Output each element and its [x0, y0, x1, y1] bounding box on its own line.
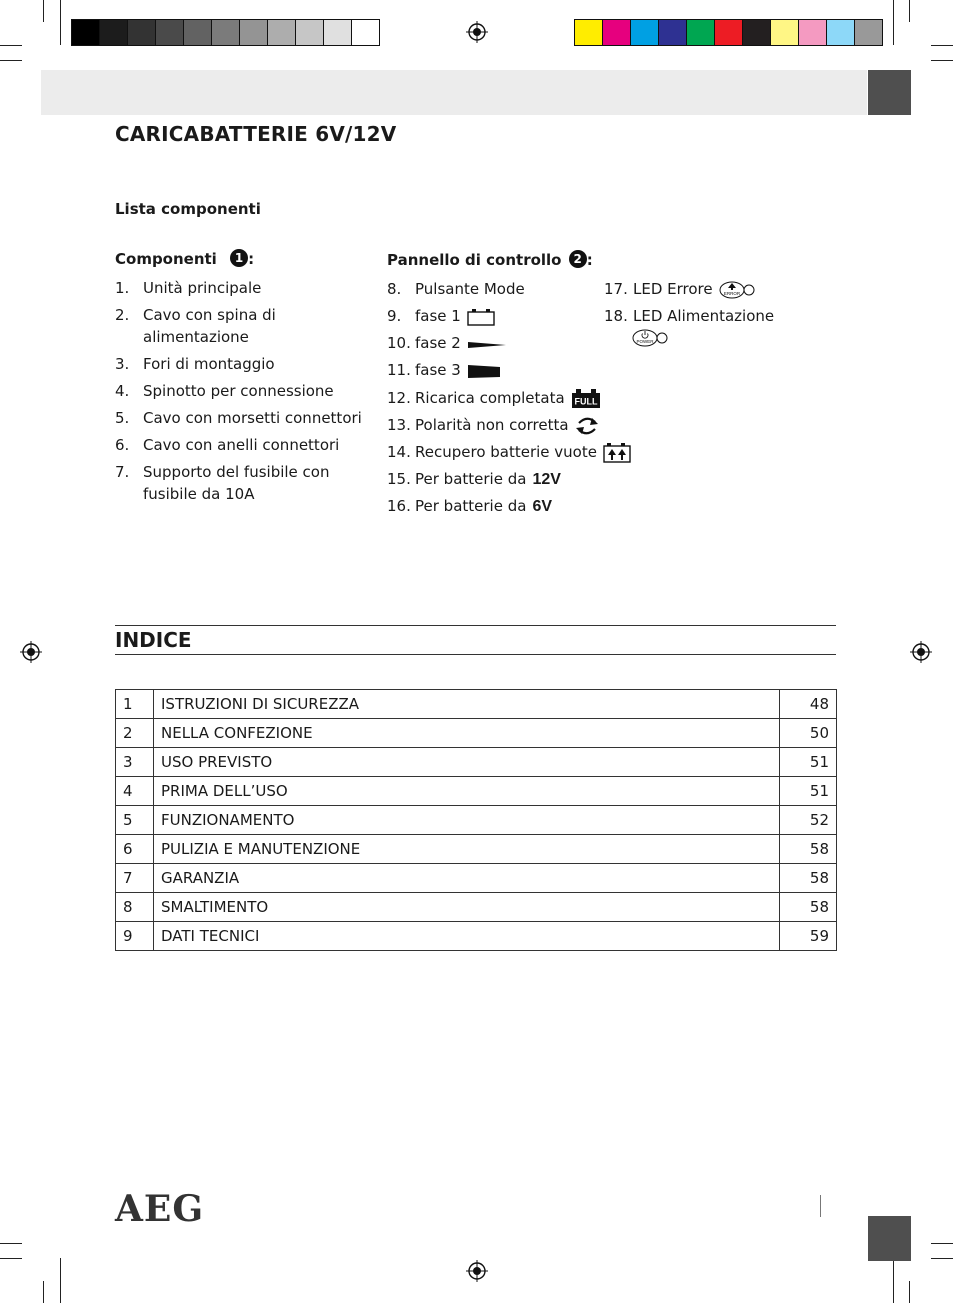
color-swatch [630, 19, 659, 46]
error-led-icon [719, 280, 755, 300]
panel-heading-text: Pannello di controllo [387, 251, 562, 269]
index-table [115, 689, 837, 951]
list-item [115, 407, 365, 429]
row-title: GARANZIA [154, 864, 780, 893]
registration-mark-icon [466, 1260, 488, 1282]
row-number: 7 [116, 864, 154, 893]
item-number: 5. [115, 409, 130, 427]
color-swatch [742, 19, 771, 46]
item-text: Pulsante Mode [415, 280, 525, 298]
item-text: Unità principale [143, 279, 262, 297]
color-swatch [854, 19, 883, 46]
table-row[interactable] [116, 690, 837, 719]
list-item [115, 304, 365, 348]
item-text: Cavo con morsetti connettori [143, 409, 362, 427]
item-text: Cavo con anelli connettori [143, 436, 340, 454]
page-title: CARICABATTERIE 6V/12V [115, 122, 397, 146]
item-text: Fori di montaggio [143, 355, 275, 373]
row-number: 5 [116, 806, 154, 835]
list-item [115, 380, 365, 402]
index-heading: INDICE [115, 628, 192, 652]
row-title: ISTRUZIONI DI SICUREZZA [154, 690, 780, 719]
item-text: Recupero batterie vuote [415, 443, 597, 461]
row-title: DATI TECNICI [154, 922, 780, 951]
item-number: 2. [115, 306, 130, 324]
row-title: USO PREVISTO [154, 748, 780, 777]
row-number: 8 [116, 893, 154, 922]
item-number: 7. [115, 463, 130, 481]
item-text: fase 2 [415, 334, 461, 352]
table-row[interactable] [116, 719, 837, 748]
list-item [604, 278, 804, 300]
color-swatch [714, 19, 743, 46]
table-row[interactable] [116, 806, 837, 835]
color-swatch [99, 19, 128, 46]
color-swatch [323, 19, 352, 46]
row-page: 52 [780, 806, 837, 835]
table-row[interactable] [116, 893, 837, 922]
battery-full-icon [571, 389, 601, 409]
color-swatch [658, 19, 687, 46]
list-item [387, 387, 617, 409]
row-page: 48 [780, 690, 837, 719]
list-item [115, 434, 365, 456]
item-text: LED Errore [633, 280, 713, 298]
row-page: 51 [780, 777, 837, 806]
item-number: 15. [387, 470, 411, 488]
item-text: Spinotto per connessione [143, 382, 334, 400]
row-number: 9 [116, 922, 154, 951]
table-row[interactable] [116, 922, 837, 951]
panel-heading-colon: : [586, 251, 593, 269]
color-swatch [127, 19, 156, 46]
swap-arrows-icon [575, 416, 599, 436]
item-number: 10. [387, 334, 411, 352]
item-text: Cavo con spina di [143, 306, 276, 324]
item-number: 16. [387, 497, 411, 515]
recovery-arrows-icon [603, 443, 631, 463]
color-swatch [602, 19, 631, 46]
list-item [115, 353, 365, 375]
item-number: 14. [387, 443, 411, 461]
row-title: NELLA CONFEZIONE [154, 719, 780, 748]
color-swatch [770, 19, 799, 46]
list-item [387, 305, 597, 327]
item-number: 18. [604, 307, 628, 325]
item-number: 3. [115, 355, 130, 373]
row-number: 2 [116, 719, 154, 748]
registration-mark-icon [466, 21, 488, 43]
color-swatch [295, 19, 324, 46]
item-text: fase 3 [415, 361, 461, 379]
page-tab-bottom [868, 1216, 911, 1261]
panel-heading [387, 250, 593, 269]
color-swatch [826, 19, 855, 46]
color-swatch [351, 19, 380, 46]
list-item [387, 278, 597, 300]
item-text: Polarità non corretta [415, 416, 569, 434]
item-number: 6. [115, 436, 130, 454]
item-text-cont: alimentazione [143, 328, 249, 346]
row-page: 59 [780, 922, 837, 951]
color-swatch [155, 19, 184, 46]
table-row[interactable] [116, 835, 837, 864]
row-page: 51 [780, 748, 837, 777]
color-swatch [574, 19, 603, 46]
voltage-label: 12V [532, 471, 561, 488]
row-number: 3 [116, 748, 154, 777]
row-number: 4 [116, 777, 154, 806]
item-text-cont: fusibile da 10A [143, 485, 255, 503]
item-number: 17. [604, 280, 628, 298]
item-text: Per batterie da [415, 497, 527, 515]
wedge-small-icon [467, 339, 507, 349]
list-item [115, 277, 365, 299]
power-label: POWER [636, 339, 654, 344]
row-title: PULIZIA E MANUTENZIONE [154, 835, 780, 864]
list-item [387, 332, 597, 354]
row-number: 6 [116, 835, 154, 864]
item-text: Supporto del fusibile con [143, 463, 330, 481]
footer-divider [820, 1195, 821, 1217]
error-label: ERROR [723, 290, 740, 296]
item-text: Ricarica completata [415, 389, 565, 407]
voltage-label: 6V [532, 498, 553, 515]
header-band [41, 70, 867, 115]
table-row[interactable] [116, 748, 837, 777]
color-swatch [798, 19, 827, 46]
registration-mark-icon [20, 641, 42, 663]
list-item [387, 359, 597, 381]
list-item [387, 495, 597, 517]
components-heading-colon: : [248, 250, 255, 268]
components-heading [115, 249, 254, 268]
list-item [387, 441, 647, 463]
callout-badge: 1 [230, 249, 248, 267]
components-heading-text: Componenti [115, 250, 217, 268]
registration-mark-icon [910, 641, 932, 663]
color-swatch [71, 19, 100, 46]
row-page: 58 [780, 893, 837, 922]
index-rule-top [115, 625, 836, 626]
battery-outline-icon [467, 308, 495, 326]
item-number: 8. [387, 280, 402, 298]
item-number: 11. [387, 361, 411, 379]
row-title: FUNZIONAMENTO [154, 806, 780, 835]
table-row[interactable] [116, 777, 837, 806]
row-number: 1 [116, 690, 154, 719]
list-item [387, 414, 617, 436]
row-title: SMALTIMENTO [154, 893, 780, 922]
callout-badge: 2 [569, 250, 587, 268]
index-rule-bottom [115, 654, 836, 655]
power-led-icon [632, 328, 668, 348]
wedge-large-icon [467, 363, 501, 379]
list-item [387, 468, 597, 490]
item-number: 1. [115, 279, 130, 297]
item-number: 13. [387, 416, 411, 434]
page-tab [868, 70, 911, 115]
row-page: 58 [780, 835, 837, 864]
item-text: fase 1 [415, 307, 461, 325]
color-swatch [183, 19, 212, 46]
row-page: 50 [780, 719, 837, 748]
item-text: LED Alimentazione [633, 307, 775, 325]
color-swatch [211, 19, 240, 46]
list-item [115, 461, 365, 505]
color-swatch [239, 19, 268, 46]
aeg-logo: AEG [115, 1188, 205, 1230]
item-number: 9. [387, 307, 402, 325]
full-label: FULL [574, 396, 598, 406]
item-number: 4. [115, 382, 130, 400]
color-swatch [267, 19, 296, 46]
row-page: 58 [780, 864, 837, 893]
list-item [604, 305, 804, 349]
section-label: Lista componenti [115, 200, 261, 218]
item-number: 12. [387, 389, 411, 407]
color-swatch [686, 19, 715, 46]
item-text: Per batterie da [415, 470, 527, 488]
row-title: PRIMA DELL’USO [154, 777, 780, 806]
table-row[interactable] [116, 864, 837, 893]
